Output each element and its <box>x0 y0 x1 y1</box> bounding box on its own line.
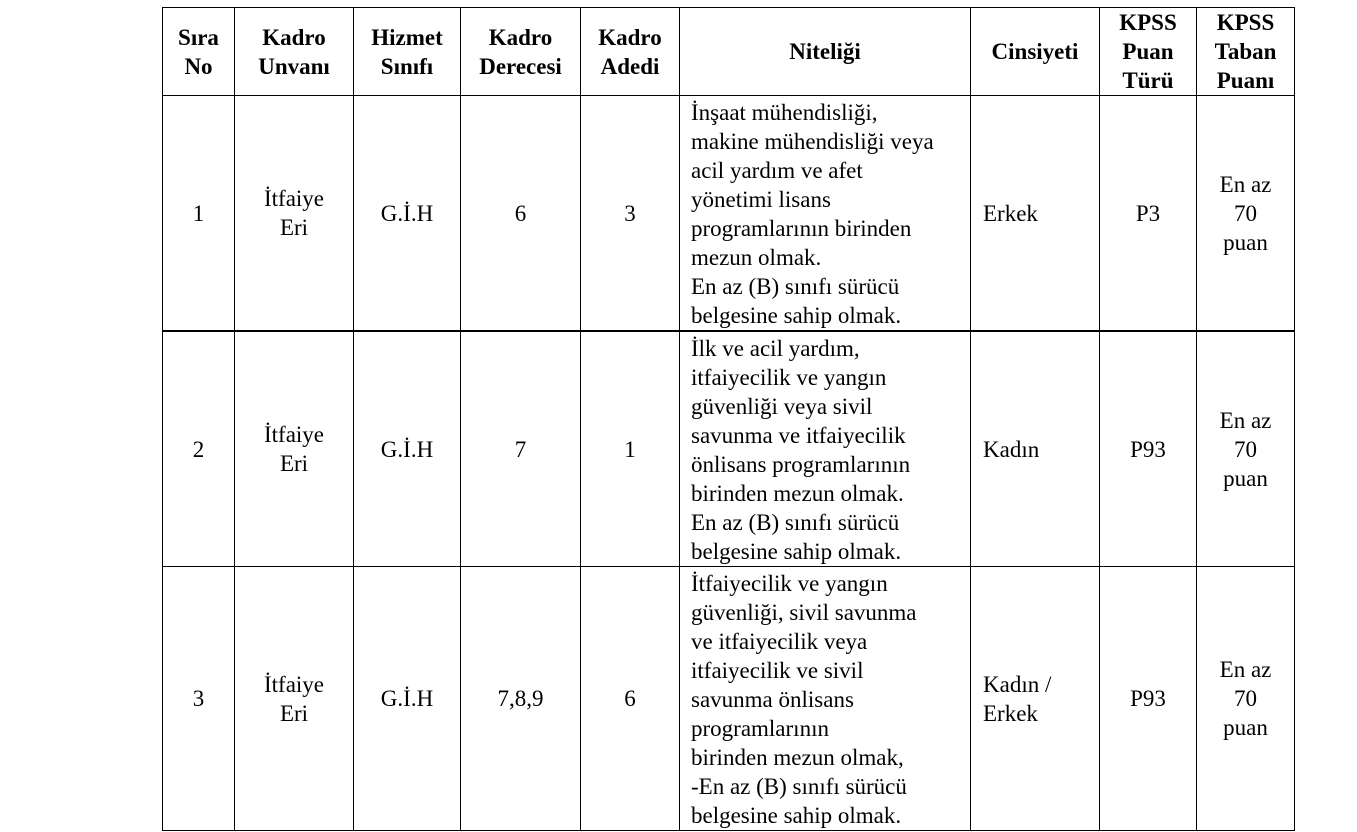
header-sira-no: Sıra No <box>163 8 235 96</box>
cell-kpss-taban-puani: En az 70 puan <box>1197 567 1295 831</box>
cell-hizmet-sinifi: G.İ.H <box>354 96 461 332</box>
cell-kpss-puan-turu: P93 <box>1100 567 1197 831</box>
cell-kadro-unvani: İtfaiye Eri <box>235 331 354 567</box>
cell-sira-no: 3 <box>163 567 235 831</box>
cell-kadro-derecesi: 6 <box>461 96 581 332</box>
cell-kadro-unvani: İtfaiye Eri <box>235 96 354 332</box>
header-kpss-taban-puani: KPSS Taban Puanı <box>1197 8 1295 96</box>
cell-kadro-derecesi: 7,8,9 <box>461 567 581 831</box>
header-kadro-derecesi: Kadro Derecesi <box>461 8 581 96</box>
cell-sira-no: 1 <box>163 96 235 332</box>
cell-cinsiyeti: Erkek <box>971 96 1100 332</box>
cell-kpss-puan-turu: P93 <box>1100 331 1197 567</box>
cell-kadro-adedi: 1 <box>581 331 680 567</box>
cell-hizmet-sinifi: G.İ.H <box>354 331 461 567</box>
cell-cinsiyeti: Kadın <box>971 331 1100 567</box>
table-row <box>163 96 1295 332</box>
cell-kadro-adedi: 3 <box>581 96 680 332</box>
header-hizmet-sinifi: Hizmet Sınıfı <box>354 8 461 96</box>
cell-kadro-unvani: İtfaiye Eri <box>235 567 354 831</box>
cell-cinsiyeti: Kadın / Erkek <box>971 567 1100 831</box>
kadro-table <box>162 7 1295 831</box>
header-niteligi: Niteliği <box>680 8 971 96</box>
header-kadro-adedi: Kadro Adedi <box>581 8 680 96</box>
cell-kadro-derecesi: 7 <box>461 331 581 567</box>
cell-kpss-taban-puani: En az 70 puan <box>1197 331 1295 567</box>
header-row <box>163 8 1295 96</box>
cell-hizmet-sinifi: G.İ.H <box>354 567 461 831</box>
table-row <box>163 567 1295 831</box>
table-row <box>163 331 1295 567</box>
cell-kpss-taban-puani: En az 70 puan <box>1197 96 1295 332</box>
header-cinsiyeti: Cinsiyeti <box>971 8 1100 96</box>
cell-kadro-adedi: 6 <box>581 567 680 831</box>
cell-kpss-puan-turu: P3 <box>1100 96 1197 332</box>
header-kpss-puan-turu: KPSS Puan Türü <box>1100 8 1197 96</box>
cell-sira-no: 2 <box>163 331 235 567</box>
header-kadro-unvani: Kadro Unvanı <box>235 8 354 96</box>
cell-niteligi: İnşaat mühendisliği, makine mühendisliği veya acil yardım ve afet yönetimi lisans programlarının birinden mezun olmak. En az (B) sınıfı sürücü belgesine sahip olmak. <box>680 96 971 332</box>
cell-niteligi: İlk ve acil yardım, itfaiyecilik ve yangın güvenliği veya sivil savunma ve itfaiyecilik önlisans programlarının birinden mezun olmak. En az (B) sınıfı sürücü belgesine sahip olmak. <box>680 331 971 567</box>
cell-niteligi: İtfaiyecilik ve yangın güvenliği, sivil savunma ve itfaiyecilik veya itfaiyecilik ve sivil savunma önlisans programlarının birinden mezun olmak, -En az (B) sınıfı sürücü belgesine sahip olmak. <box>680 567 971 831</box>
